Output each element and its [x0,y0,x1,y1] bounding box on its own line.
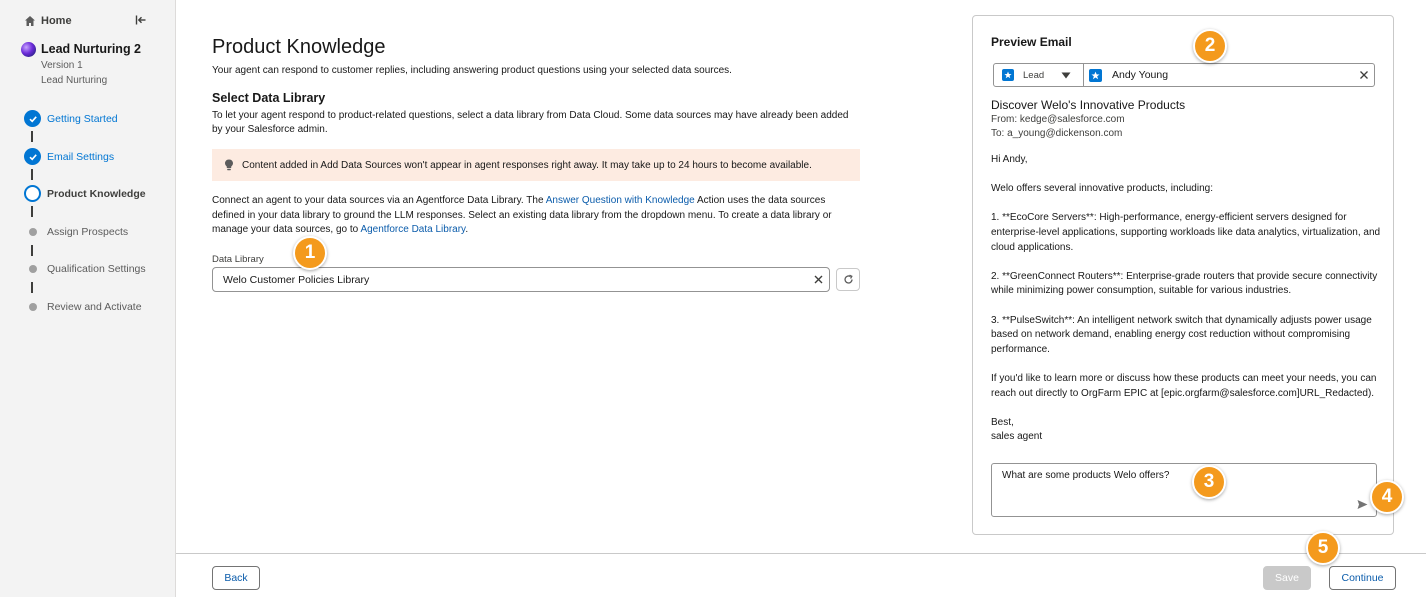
email-body [991,153,1383,445]
pending-step-icon [24,260,41,277]
send-icon[interactable] [1357,499,1368,510]
email-item-1: 1. **EcoCore Servers**: High-performance, energy-efficient servers designed for enterprise-level applications, supporting workloads like data analytics, virtualization, and cloud applications. [991,212,1381,253]
collapse-sidebar-icon[interactable] [135,14,147,26]
step-qualification-settings[interactable] [24,260,146,277]
back-button[interactable]: Back [212,566,260,590]
agent-name: Lead Nurturing 2 [41,42,142,56]
email-closing: If you'd like to learn more or discuss how these products can meet your needs, you can reach out directly to OrgFarm EPIC at [epic.orgfarm@salesforce.com]URL_Redacted). [991,372,1377,399]
connect-text-1: Connect an agent to your data sources via an Agentforce Data Library. The [212,195,546,206]
check-icon [24,148,41,165]
email-greeting: Hi Andy, [991,154,1028,165]
chat-input[interactable] [991,463,1377,517]
step-label: Assign Prospects [47,225,129,238]
page-description: Your agent can respond to customer replies, including answering product questions using your selected data sources. [212,65,732,76]
email-to: To: a_young@dickenson.com [991,128,1123,139]
answer-question-link[interactable]: Answer Question with Knowledge [545,195,695,206]
continue-button[interactable]: Continue [1329,566,1396,590]
callout-badge-2: 2 [1193,29,1227,63]
agent-type: Lead Nurturing [41,75,108,86]
callout-badge-5: 5 [1306,531,1340,565]
email-item-3: 3. **PulseSwitch**: An intelligent network switch that dynamically adjusts power usage based on network demand, enabling energy cost reduction without compromising performance. [991,314,1372,355]
email-subject: Discover Welo's Innovative Products [991,98,1186,112]
email-signature: sales agent [991,431,1043,443]
object-type-label: Lead [1023,69,1045,81]
data-library-label: Data Library [212,254,264,265]
lightbulb-icon [224,159,234,171]
callout-badge-4: 4 [1370,480,1404,514]
save-button[interactable]: Save [1263,566,1311,590]
chat-input-text: What are some products Welo offers? [1002,470,1170,481]
footer-divider [176,553,1426,554]
data-library-value: Welo Customer Policies Library [223,273,370,286]
agent-logo-icon [21,42,36,57]
step-connector [31,131,33,142]
current-step-icon [24,185,41,202]
step-label: Review and Activate [47,300,142,313]
check-icon [24,110,41,127]
home-icon [24,15,36,27]
lead-icon [1002,69,1014,81]
email-intro: Welo offers several innovative products, including: [991,183,1213,195]
step-connector [31,169,33,180]
notice-text: Content added in Add Data Sources won't appear in agent responses right away. It may take up to 24 hours to become available. [242,159,812,171]
step-label: Product Knowledge [47,187,146,200]
step-review-and-activate[interactable] [24,298,142,315]
recipient-field[interactable] [1084,64,1374,86]
preview-email-panel [972,15,1394,535]
object-type-picker[interactable] [994,64,1084,86]
step-label: Email Settings [47,150,115,163]
agent-version: Version 1 [41,60,83,71]
refresh-button[interactable] [836,268,860,291]
close-icon[interactable] [1359,70,1369,80]
recipient-selector [993,63,1375,87]
home-label[interactable]: Home [41,15,72,27]
section-title: Select Data Library [212,91,326,105]
callout-badge-3: 3 [1192,465,1226,499]
connect-text-2: Action uses the data sources defined in your data library to ground the LLM responses. Select an existing data library from the dropdown menu. To create a data library or manage your data sources, go to [212,195,832,235]
step-assign-prospects[interactable] [24,223,128,240]
email-signoff: Best, [991,416,1014,428]
step-connector [31,282,33,293]
pending-step-icon [24,298,41,315]
step-label: Getting Started [47,112,118,125]
step-product-knowledge[interactable] [24,185,146,202]
close-icon[interactable] [813,274,824,285]
pending-step-icon [24,223,41,240]
preview-title: Preview Email [991,35,1072,49]
step-label: Qualification Settings [47,262,146,275]
connect-text-3: . [465,224,469,235]
recipient-name: Andy Young [1112,69,1169,81]
email-item-2: 2. **GreenConnect Routers**: Enterprise-grade routers that provide secure connectivity while minimizing power consumption, suitable for various industries. [991,270,1378,297]
step-email-settings[interactable] [24,148,114,165]
section-description: To let your agent respond to product-related questions, select a data library from Data Cloud. Some data sources may have already been added by your Salesforce admin. [212,110,849,135]
page-title: Product Knowledge [212,36,386,58]
chevron-down-icon [1061,72,1071,79]
connect-description [212,194,860,238]
step-connector [31,245,33,256]
lead-icon [1089,69,1102,82]
data-library-input[interactable] [212,267,830,292]
email-from: From: kedge@salesforce.com [991,114,1125,125]
agentforce-data-library-link[interactable]: Agentforce Data Library [360,224,466,235]
step-connector [31,206,33,217]
sidebar [0,0,176,597]
callout-badge-1: 1 [293,236,327,270]
info-notice [212,149,860,181]
step-getting-started[interactable] [24,110,118,127]
refresh-icon [843,274,854,285]
